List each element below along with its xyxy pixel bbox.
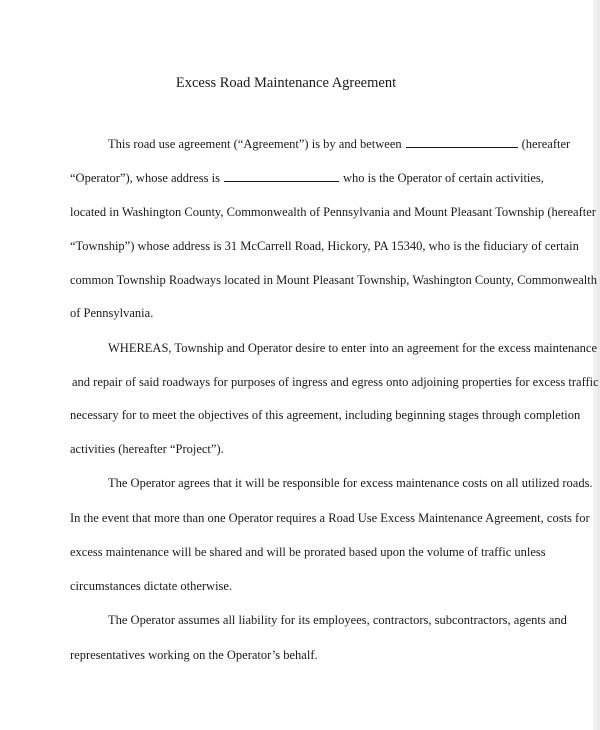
operator-activities-text: who is the Operator of certain activities, <box>342 171 544 185</box>
paragraph-2-line-3: necessary for to meet the objectives of this agreement, including beginning stages through completion <box>70 408 581 422</box>
paragraph-1-line-1 <box>108 136 570 152</box>
paragraph-2-line-4: activities (hereafter “Project”). <box>70 442 224 456</box>
paragraph-1-line-3: located in Washington County, Commonwealth of Pennsylvania and Mount Pleasant Township (hereafter <box>70 205 596 219</box>
operator-address-label: “Operator”), whose address is <box>70 171 220 185</box>
paragraph-2-line-2: and repair of said roadways for purposes of ingress and egress onto adjoining properties for excess traffic <box>72 375 599 389</box>
operator-address-blank[interactable] <box>224 170 339 182</box>
party-name-blank[interactable] <box>406 136 518 148</box>
agreement-intro-text: This road use agreement (“Agreement”) is by and between <box>108 137 402 151</box>
paragraph-1-line-2 <box>70 170 544 186</box>
paragraph-3-line-3: excess maintenance will be shared and will be prorated based upon the volume of traffic unless <box>70 545 546 559</box>
document-title: Excess Road Maintenance Agreement <box>175 75 397 91</box>
paragraph-1-line-4: “Township”) whose address is 31 McCarrell Road, Hickory, PA 15340, who is the fiduciary of certain <box>70 239 579 253</box>
paragraph-2-line-1: WHEREAS, Township and Operator desire to enter into an agreement for the excess maintenance <box>108 341 598 355</box>
paragraph-3-line-2: In the event that more than one Operator requires a Road Use Excess Maintenance Agreement, costs for <box>70 511 590 525</box>
page-edge-shadow <box>593 0 600 730</box>
paragraph-1-line-5: common Township Roadways located in Mount Pleasant Township, Washington County, Commonwealth <box>70 273 597 287</box>
hereafter-text: (hereafter <box>521 137 571 151</box>
paragraph-4-line-2: representatives working on the Operator’s behalf. <box>70 648 318 662</box>
paragraph-1-line-6: of Pennsylvania. <box>70 306 154 320</box>
paragraph-3-line-1: The Operator agrees that it will be responsible for excess maintenance costs on all utilized roads. <box>108 476 593 490</box>
paragraph-3-line-4: circumstances dictate otherwise. <box>70 579 233 593</box>
paragraph-4-line-1: The Operator assumes all liability for its employees, contractors, subcontractors, agents and <box>108 613 567 627</box>
